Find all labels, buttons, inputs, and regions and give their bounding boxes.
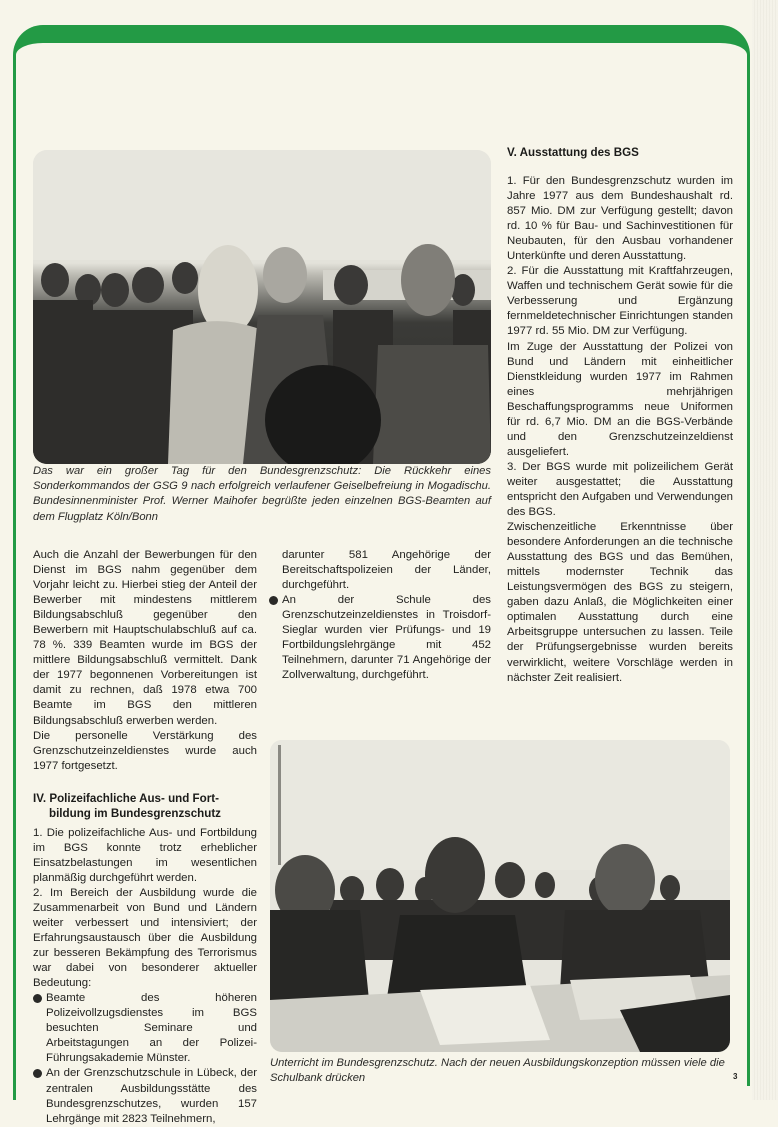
section-iv-point-1: 1. Die polizeifachliche Aus- und Fortbildung im BGS konnte trotz erheblicher Einsatzbelastungen im wesentlichen planmäßig durchgeführt werden. <box>33 826 257 884</box>
green-frame-top <box>13 25 750 67</box>
section-v-point-2: 2. Für die Ausstattung mit Kraftfahrzeugen, Waffen und technischem Gerät sowie für die Verbesserung und Ergänzung fernmeldetechnischer Einrichtungen standen 1977 rd. 55 Mio. DM zur Verfügung. <box>507 265 733 338</box>
column-middle <box>269 548 491 683</box>
section-v-uniforms: Im Zuge der Ausstattung der Polizei von Bund und Ländern mit einheitlicher Dienstkleidung wurden 1977 im Rahmen eines mehrjährigen Beschaffungsprogramms neue Uniformen für rd. 6,7 Mio. DM an die BGS-Verbände und den Grenzschutzeinzeldienst ausgeliefert. <box>507 340 733 458</box>
page-edge-shadow <box>752 0 778 1100</box>
bullet-item <box>33 991 257 1066</box>
bullet-text: Beamte des höheren Polizeivollzugsdienstes im BGS besuchten Seminare und Arbeitstagungen an der Polizei-Führungsakademie Münster. <box>46 992 257 1065</box>
bullet-item <box>33 1066 257 1126</box>
section-iv-point-2: 2. Im Bereich der Ausbildung wurde die Zusammenarbeit von Bund und Ländern weiter verbessert und intensiviert; der Erfahrungsaustausch über die Ausbildung zur besseren Bekämpfung des Terrorismus war dabei von besonderer aktueller Bedeutung: <box>33 886 257 990</box>
bullet-item <box>269 593 491 683</box>
bullet-dot-icon <box>33 1069 42 1078</box>
section-v-point-1: 1. Für den Bundesgrenzschutz wurden im Jahre 1977 aus dem Bundeshaushalt rd. 857 Mio. DM zur Verfügung gestellt; davon rd. 10 % für Bau- und Sachinvestitionen für Neubauten, für den Ausbau vorhandener Unterkünfte und deren Ausstattung. <box>507 175 733 263</box>
bullet-continuation: darunter 581 Angehörige der Bereitschaftspolizeien der Länder, durchgeführt. <box>282 549 491 592</box>
section-v-heading: V. Ausstattung des BGS <box>507 146 639 159</box>
paragraph-applications: Auch die Anzahl der Bewerbungen für den Dienst im BGS nahm gegenüber dem Vorjahr leicht zu. Hierbei stieg der Anteil der Bewerber mit mindestens mittlerem Bildungsabschluß gegenüber den Bewerbern mit Hauptschulabschluß auf ca. 78 %. 339 Beamten wurde im BGS der mittlere Bildungsabschluß vermittelt. Dank der 1977 begonnenen Vorbereitungen ist damit zu rechnen, daß 1978 etwa 700 Beamte im BGS den mittleren Bildungsabschluß erwerben werden. <box>33 549 257 727</box>
photo-classroom <box>270 740 730 1052</box>
photo-gsg9-return <box>33 150 491 464</box>
section-iv-heading-line2: bildung im Bundesgrenzschutz <box>49 806 221 820</box>
column-right <box>507 145 733 686</box>
bullet-text: An der Grenzschutzschule in Lübeck, der zentralen Ausbildungsstätte des Bundesgrenzschutzes, wurden 157 Lehrgänge mit 2823 Teilnehmern, <box>46 1067 257 1125</box>
classroom-illustration <box>270 740 730 1052</box>
paragraph-personnel: Die personelle Verstärkung des Grenzschutzeinzeldienstes wurde auch 1977 fortgesetzt. <box>33 729 257 772</box>
column-left <box>33 548 257 1127</box>
bullet-text: An der Schule des Grenzschutzeinzeldienstes in Troisdorf-Sieglar wurden vier Prüfungs- und 19 Fortbildungslehrgänge mit 452 Teilnehmern, darunter 71 Angehörige der Zollverwaltung, durchgeführt. <box>282 594 491 682</box>
section-iv-heading-line1: IV. Polizeifachliche Aus- und Fort- <box>33 791 219 805</box>
bullet-dot-icon <box>33 994 42 1003</box>
crowd-illustration <box>33 150 491 464</box>
green-frame-right <box>747 60 750 1086</box>
section-v-point-3: 3. Der BGS wurde mit polizeilichem Gerät weiter ausgestattet; die Ausstattung entspricht den Aufgaben und Verwendungen des BGS. <box>507 460 733 519</box>
bullet-dot-icon <box>269 596 278 605</box>
section-iv-heading <box>33 791 257 821</box>
green-frame-left <box>13 60 16 1100</box>
section-v-findings: Zwischenzeitliche Erkenntnisse über besondere Anforderungen an die technische Ausstattung des BGS und das Bemühen, mittels modernster Technik das Leistungsvermögen des BGS zu steigern, gaben dazu Anlaß, die Möglichkeiten einer optimalen Ausstattung durch eine Arbeitsgruppe untersuchen zu lassen. Teile der Prüfungsergebnisse wurden bereits verwirklicht, weitere Vorschläge werden in nächster Zeit realisiert. <box>507 521 733 684</box>
page-number: 3 <box>733 1072 738 1081</box>
photo-top-caption: Das war ein großer Tag für den Bundesgrenzschutz: Die Rückkehr eines Sonderkommandos der GSG 9 nach erfolgreich verlaufener Geiselbefreiung in Mogadischu. Bundesinnenminister Prof. Werner Maihofer begrüßte jeden einzelnen BGS-Beamten auf dem Flugplatz Köln/Bonn <box>33 465 491 523</box>
photo-bottom-caption: Unterricht im Bundesgrenzschutz. Nach der neuen Ausbildungskonzeption müssen viele die Schulbank drücken <box>270 1057 725 1085</box>
